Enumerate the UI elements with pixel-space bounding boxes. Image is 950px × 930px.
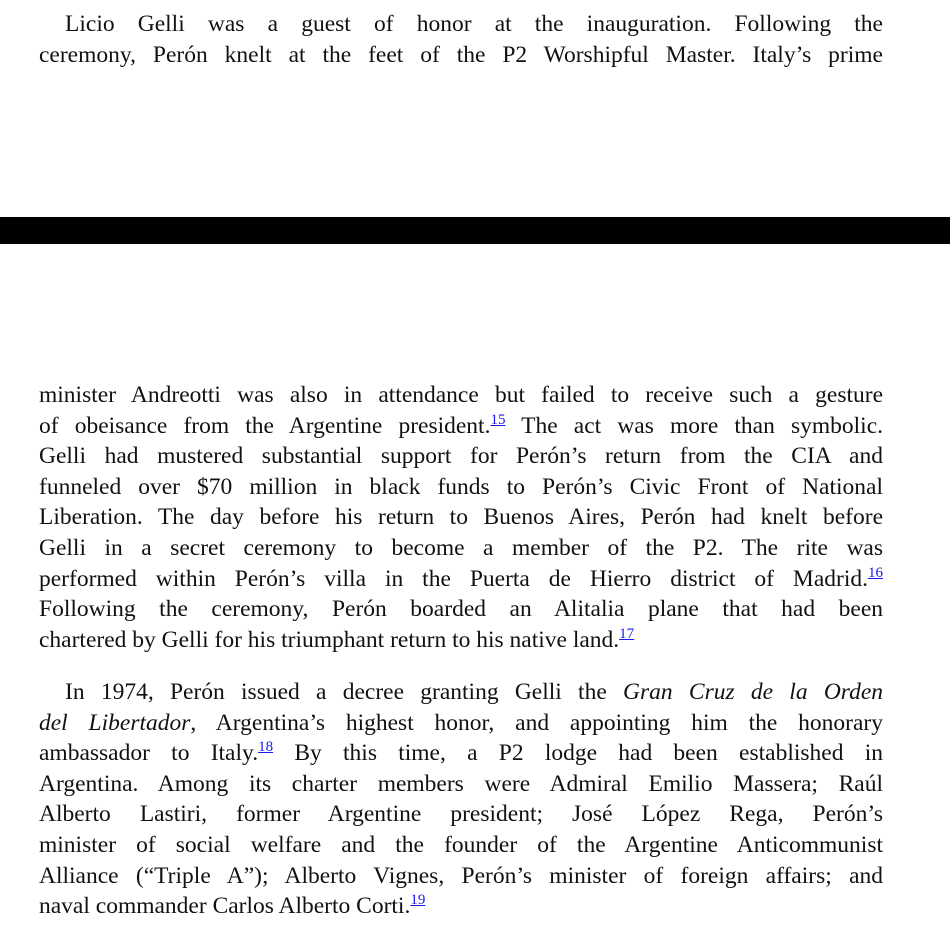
footnote-link-19[interactable]: 19 — [410, 892, 426, 909]
text-segment: performed within Perón’s villa in the Puerta de Hierro district of Madrid. — [39, 565, 868, 592]
text-segment: In 1974, Perón issued a decree granting Gelli the — [65, 679, 624, 705]
text-line: ceremony, Perón knelt at the feet of the P2 Worshipful Master. Italy’s prime — [39, 41, 883, 68]
page-divider-bar — [0, 217, 950, 244]
footnote-link-15[interactable]: 15 — [490, 411, 506, 428]
text-line: Gelli in a secret ceremony to become a member of the P2. The rite was — [39, 534, 883, 561]
page-bottom-section — [0, 244, 950, 930]
text-line: Liberation. The day before his return to Buenos Aires, Perón had knelt before — [39, 504, 883, 531]
italic-title: del Libertador — [39, 709, 191, 736]
text-line — [39, 738, 883, 769]
paragraph-1 — [39, 380, 883, 655]
text-line: Following the ceremony, Perón boarded an Alitalia plane that had been — [39, 596, 883, 623]
text-line — [39, 564, 883, 595]
text-segment: The act was more than symbolic. — [505, 412, 883, 439]
text-line: Gelli had mustered substantial support for Perón’s return from the CIA and — [39, 443, 883, 470]
text-line — [39, 708, 883, 739]
text-segment: , Argentina’s highest honor, and appointing him the honorary — [190, 709, 883, 736]
text-line: minister of social welfare and the founder of the Argentine Anticommunist — [39, 831, 883, 858]
text-segment: chartered by Gelli for his triumphant return to his native land. — [39, 626, 620, 653]
text-line: Licio Gelli was a guest of honor at the inauguration. Following the — [65, 11, 883, 37]
text-line: Alberto Lastiri, former Argentine president; José López Rega, Perón’s — [39, 801, 883, 828]
text-segment: of obeisance from the Argentine president. — [39, 412, 491, 439]
text-line: Alliance (“Triple A”); Alberto Vignes, Perón’s minister of foreign affairs; and — [39, 862, 883, 889]
text-line: funneled over $70 million in black funds to Perón’s Civic Front of National — [39, 473, 883, 500]
footnote-link-18[interactable]: 18 — [258, 739, 274, 756]
text-segment: ambassador to Italy. — [39, 740, 259, 767]
text-segment: By this time, a P2 lodge had been established in — [273, 740, 883, 767]
text-line — [39, 677, 883, 708]
text-line — [39, 411, 883, 442]
text-line — [39, 625, 883, 656]
text-line — [39, 891, 883, 922]
paragraph-2 — [39, 677, 883, 922]
text-line: Argentina. Among its charter members were Admiral Emilio Massera; Raúl — [39, 770, 883, 797]
text-segment: naval commander Carlos Alberto Corti. — [39, 893, 411, 920]
footnote-link-16[interactable]: 16 — [868, 564, 883, 581]
footnote-link-17[interactable]: 17 — [619, 625, 635, 642]
italic-title: Gran Cruz de la Orden — [623, 679, 883, 705]
top-paragraph — [39, 9, 883, 70]
text-line: minister Andreotti was also in attendance but failed to receive such a gesture — [39, 382, 883, 408]
page-top-section — [0, 0, 950, 217]
